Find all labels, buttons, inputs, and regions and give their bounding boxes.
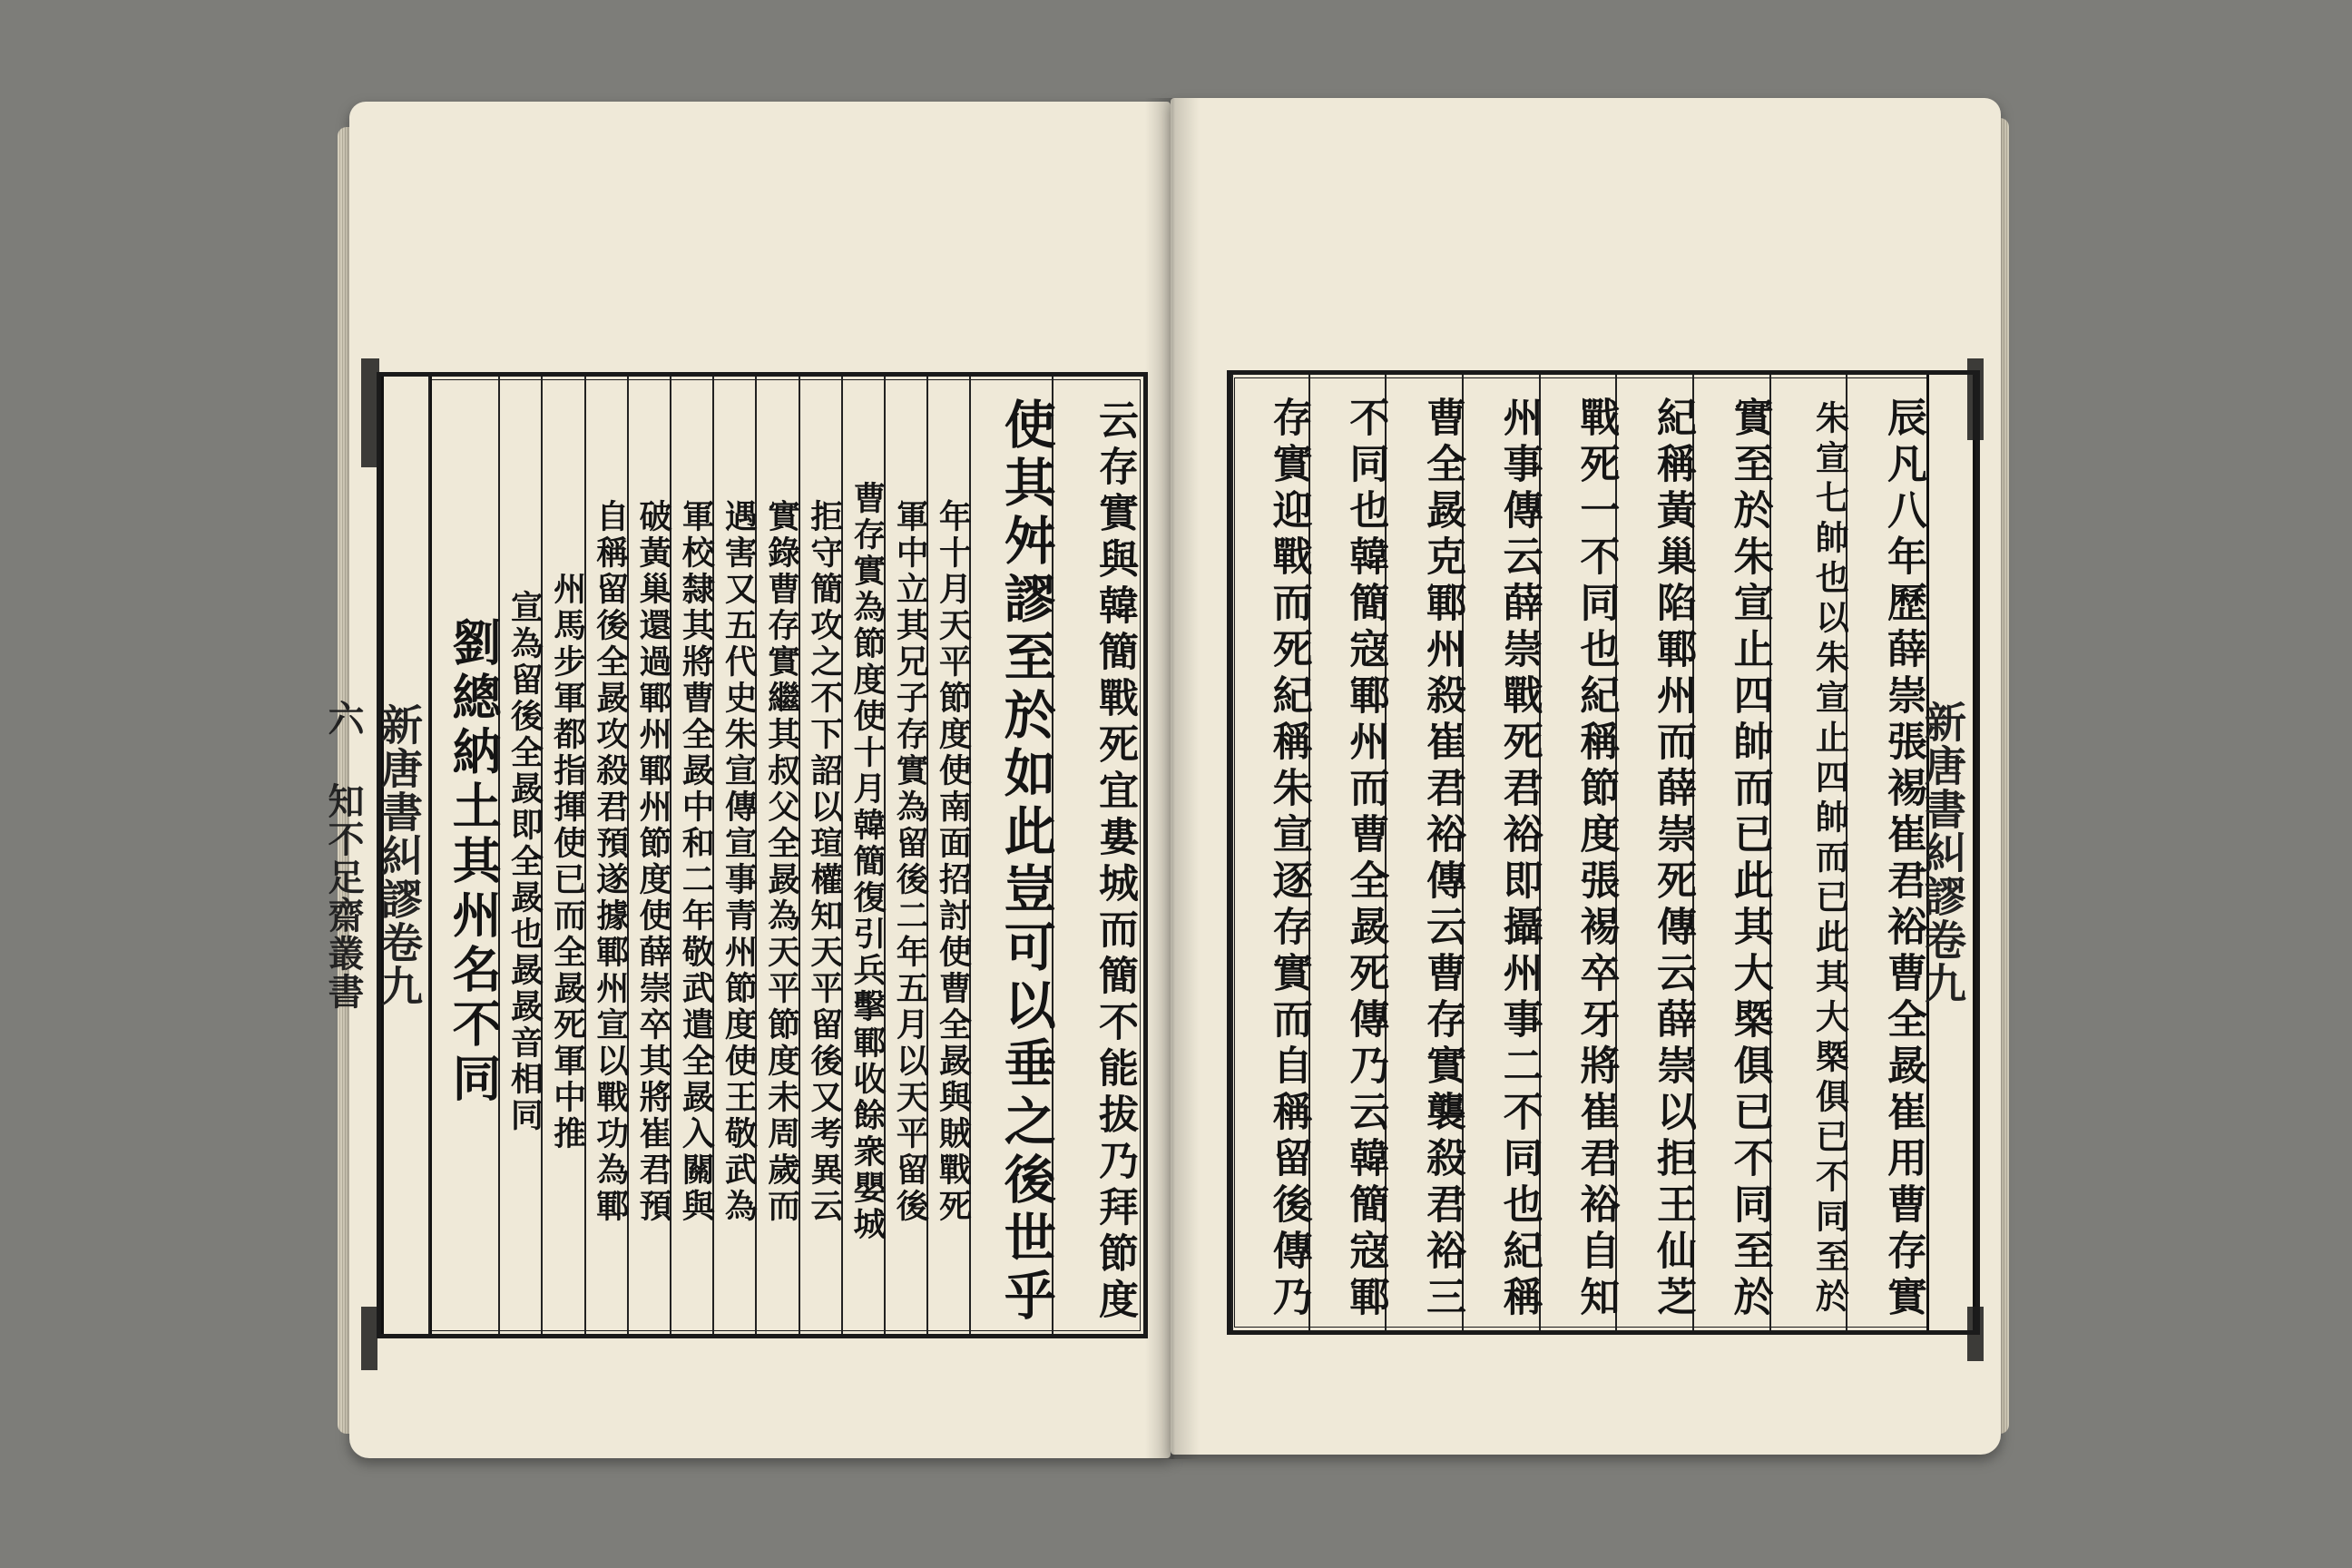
right-column-4 — [1615, 375, 1696, 1330]
right-column-7 — [1385, 375, 1465, 1330]
left-column-8 — [712, 377, 759, 1334]
left-column-12 — [541, 377, 587, 1334]
left-banxin-title: 新唐書糾謬卷九 — [375, 702, 424, 1008]
right-column-1 — [1846, 375, 1926, 1330]
left-column-1 — [1052, 377, 1138, 1334]
left-banxin — [322, 377, 432, 1334]
right-column-text: 州事傳云薛崇戰死君裕即攝州事二不同也紀稱 — [1495, 396, 1543, 1322]
left-column-text: 實錄曹存實繼其叔父全晸為天平節度未周歲而 — [762, 498, 801, 1225]
left-column-6 — [799, 377, 844, 1334]
right-column-5 — [1539, 375, 1620, 1330]
right-column-2 — [1769, 375, 1850, 1330]
right-banxin — [1918, 375, 1975, 1330]
book-gutter — [1145, 98, 1200, 1459]
left-column-13 — [498, 377, 544, 1334]
right-text-frame — [1227, 370, 1980, 1335]
right-column-text: 存實迎戰而死紀稱朱宣逐存實而自稱留後傳乃 — [1265, 396, 1312, 1322]
left-column-text: 使其舛謬至於如此豈可以垂之後世乎 — [995, 397, 1057, 1327]
right-column-text: 戰死一不同也紀稱節度張裼卒牙將崔君裕自知 — [1573, 396, 1620, 1322]
right-column-3 — [1692, 375, 1773, 1330]
left-column-11 — [584, 377, 630, 1334]
left-column-4 — [884, 377, 930, 1334]
right-border-smudge-top — [1967, 358, 1984, 440]
right-column-text: 朱宣七帥也以朱宣止四帥而已此其大槩俱已不同至於 — [1809, 399, 1850, 1318]
right-column-8 — [1308, 375, 1389, 1330]
left-column-7 — [755, 377, 801, 1334]
left-column-text: 云存實與韓簡戰死宜婁城而簡不能拔乃拜節度 — [1091, 398, 1138, 1325]
left-column-text: 遇害又五代史朱宣傳宣事青州節度使王敬武為 — [720, 498, 759, 1225]
left-column-text: 軍中立其兄子存實為留後二年五月以天平留後 — [891, 498, 930, 1225]
right-column-text: 曹全晸克鄆州殺崔君裕傳云曹存實襲殺君裕三 — [1418, 396, 1465, 1322]
right-column-text: 實至於朱宣止四帥而已此其大槩俱已不同至於 — [1726, 396, 1773, 1322]
left-column-5 — [841, 377, 887, 1334]
left-column-text: 破黃巢還過鄆州鄆州節度使薛崇卒其將崔君預 — [633, 498, 672, 1225]
left-column-text: 曹存實為節度使十月韓簡復引兵擊鄆收餘衆嬰城 — [848, 480, 887, 1243]
left-column-text: 自稱留後全晸攻殺君預遂據鄆州宣以戰功為鄆 — [591, 498, 630, 1225]
right-border-smudge-bottom — [1967, 1307, 1984, 1361]
left-column-text: 宣為留後全晸即全晸也晸晸音相同 — [505, 589, 544, 1134]
right-banxin-title: 新唐書糾謬卷九 — [1918, 700, 1967, 1005]
left-column-3 — [926, 377, 973, 1334]
left-column-text: 年十月天平節度使南面招討使曹全晸與賊戰死 — [934, 498, 973, 1225]
left-border-smudge-bottom — [361, 1307, 377, 1370]
right-column-6 — [1462, 375, 1543, 1330]
right-column-9 — [1231, 375, 1312, 1330]
left-column-2 — [969, 377, 1057, 1334]
left-column-14 — [428, 377, 504, 1334]
left-border-smudge-top — [361, 358, 379, 467]
left-column-text: 拒守簡攻之不下詔以瑄權知天平留後又考異云 — [805, 498, 844, 1225]
left-column-9 — [670, 377, 716, 1334]
right-column-text: 不同也韓簡寇鄆州而曹全晸死傳乃云韓簡寇鄆 — [1342, 396, 1389, 1322]
left-column-text: 劉總納土其州名不同 — [445, 616, 504, 1107]
left-text-frame — [322, 372, 1148, 1338]
right-column-text: 辰凡八年歷薛崇張裼崔君裕曹全晸崔用曹存實 — [1879, 396, 1926, 1322]
left-banxin-footer: 六 知不足齋叢書 — [322, 700, 365, 1011]
right-column-text: 紀稱黃巢陷鄆州而薛崇死傳云薛崇以拒王仙芝 — [1649, 396, 1696, 1322]
left-column-10 — [627, 377, 670, 1334]
left-column-text: 州馬步軍都指揮使已而全晸死軍中推 — [548, 571, 587, 1152]
left-column-text: 軍校隸其將曹全晸中和二年敬武遣全晸入關與 — [677, 498, 716, 1225]
